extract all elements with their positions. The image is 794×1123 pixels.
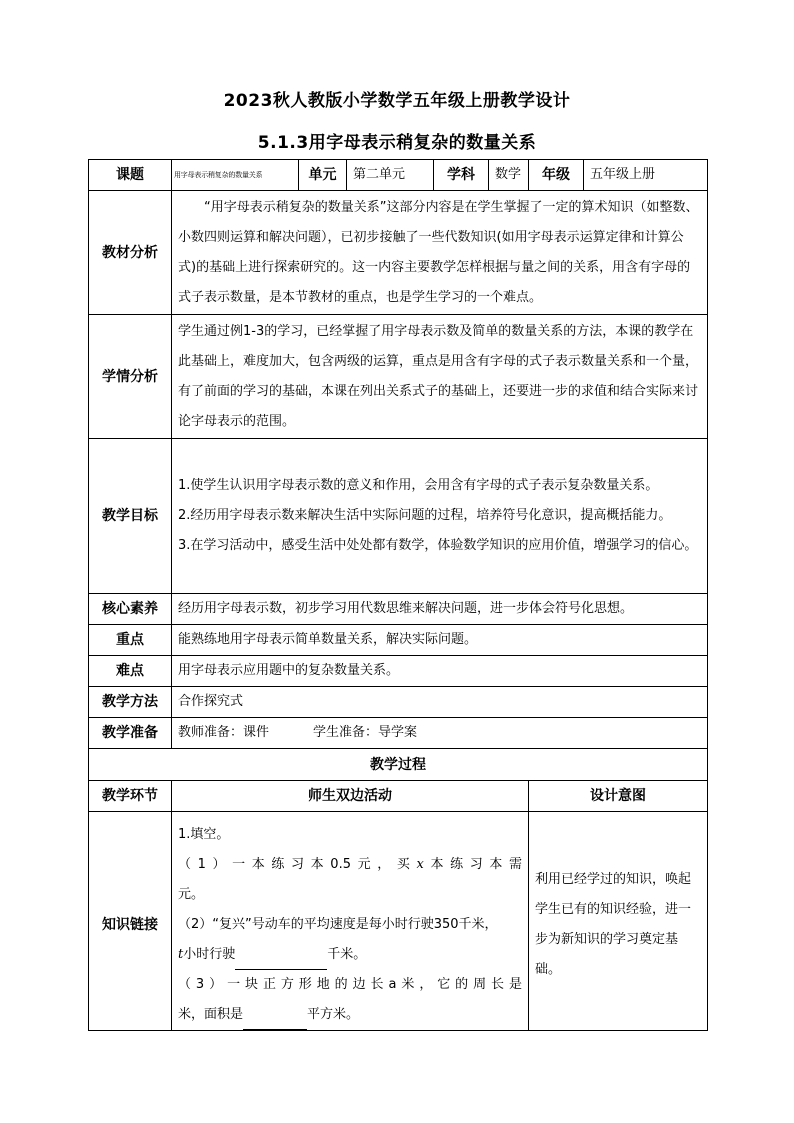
question-2-line: （2）“复兴”号动车的平均速度是每小时行驶350千米，	[178, 917, 498, 932]
process-header-row	[89, 781, 708, 812]
goal-3: 3.在学习活动中，感受生活中处处都有数学，体验数学知识的应用价值，增强学习的信心。	[178, 538, 698, 553]
process-heading-row	[89, 749, 708, 781]
header-row	[89, 160, 708, 191]
question-3-end: 米，面积是 平方米。	[178, 1000, 522, 1030]
method-label: 教学方法	[89, 687, 172, 718]
learner-row	[89, 315, 708, 439]
knowledge-link-label: 知识链接	[89, 812, 172, 1031]
process-heading: 教学过程	[89, 749, 708, 781]
goal-1: 1.使学生认识用字母表示数的意义和作用，会用含有字母的式子表示复杂数量关系。	[178, 478, 659, 493]
goals-label: 教学目标	[89, 439, 172, 594]
answer-blank[interactable]	[243, 1011, 307, 1030]
stage-col-header: 教学环节	[89, 781, 172, 812]
unit-value: 第二单元	[347, 160, 434, 191]
material-text: “用字母表示稍复杂的数量关系”这部分内容是在学生掌握了一定的算术知识（如整数、小数四则运算和解决问题），已初步接触了一些代数知识(如用字母表示运算定律和计算公式)的基础上进行探索研究的。这一内容主要教学怎样根据与量之间的关系，用含有字母的式子表示数量，是本节教材的重点，也是学生学习的一个难点。	[172, 191, 708, 315]
prep-row	[89, 718, 708, 749]
material-label: 教材分析	[89, 191, 172, 315]
goal-2: 2.经历用字母表示数来解决生活中实际问题的过程，培养符号化意识，提高概括能力。	[178, 508, 672, 523]
core-label: 核心素养	[89, 594, 172, 625]
goals-row	[89, 439, 708, 594]
prep-teacher: 教师准备：课件	[178, 725, 270, 740]
question-2-end: t小时行驶 千米。	[178, 940, 522, 970]
key-text: 能熟练地用字母表示简单数量关系，解决实际问题。	[172, 625, 708, 656]
learner-label: 学情分析	[89, 315, 172, 439]
topic-value: 用字母表示稍复杂的数量关系	[172, 160, 299, 191]
question-3-line: （3）一块正方形地的边长a米，它的周长是	[178, 977, 522, 992]
grade-label: 年级	[529, 160, 584, 191]
document-title: 2023秋人教版小学数学五年级上册教学设计	[223, 91, 571, 111]
prep-label: 教学准备	[89, 718, 172, 749]
key-label: 重点	[89, 625, 172, 656]
intent-col-header: 设计意图	[529, 781, 708, 812]
difficulty-row	[89, 656, 708, 687]
answer-blank[interactable]	[235, 951, 327, 970]
material-row	[89, 191, 708, 315]
difficulty-label: 难点	[89, 656, 172, 687]
core-text: 经历用字母表示数，初步学习用代数思维来解决问题，进一步体会符号化思想。	[172, 594, 708, 625]
difficulty-text: 用字母表示应用题中的复杂数量关系。	[172, 656, 708, 687]
question-1-end: 元。	[178, 887, 205, 902]
topic-label: 课题	[89, 160, 172, 191]
key-row	[89, 625, 708, 656]
fill-title: 1.填空。	[178, 827, 230, 842]
grade-value: 五年级上册	[584, 160, 708, 191]
goals-cell	[172, 439, 708, 594]
knowledge-link-activity	[172, 812, 529, 1031]
knowledge-link-row	[89, 812, 708, 1031]
subject-value: 数学	[489, 160, 529, 191]
method-text: 合作探究式	[172, 687, 708, 718]
subject-label: 学科	[434, 160, 489, 191]
lesson-title: 5.1.3用字母表示稍复杂的数量关系	[257, 133, 537, 153]
unit-label: 单元	[299, 160, 347, 191]
knowledge-link-intent: 利用已经学过的知识，唤起学生已有的知识经验，进一步为新知识的学习奠定基础。	[529, 812, 708, 1031]
prep-student: 学生准备：导学案	[313, 725, 418, 740]
core-row	[89, 594, 708, 625]
lesson-plan-table	[88, 159, 708, 1031]
learner-text: 学生通过例1-3的学习，已经掌握了用字母表示数及简单的数量关系的方法，本课的教学在此基础上，难度加大，包含两级的运算，重点是用含有字母的式子表示数量关系和一个量，有了前面的学习的基础，本课在列出关系式子的基础上，还要进一步的求值和结合实际来讨论字母表示的范围。	[172, 315, 708, 439]
method-row	[89, 687, 708, 718]
prep-cell	[172, 718, 708, 749]
question-1-line: （1）一本练习本0.5元，买x本练习本需	[178, 857, 522, 872]
activity-col-header: 师生双边活动	[172, 781, 529, 812]
